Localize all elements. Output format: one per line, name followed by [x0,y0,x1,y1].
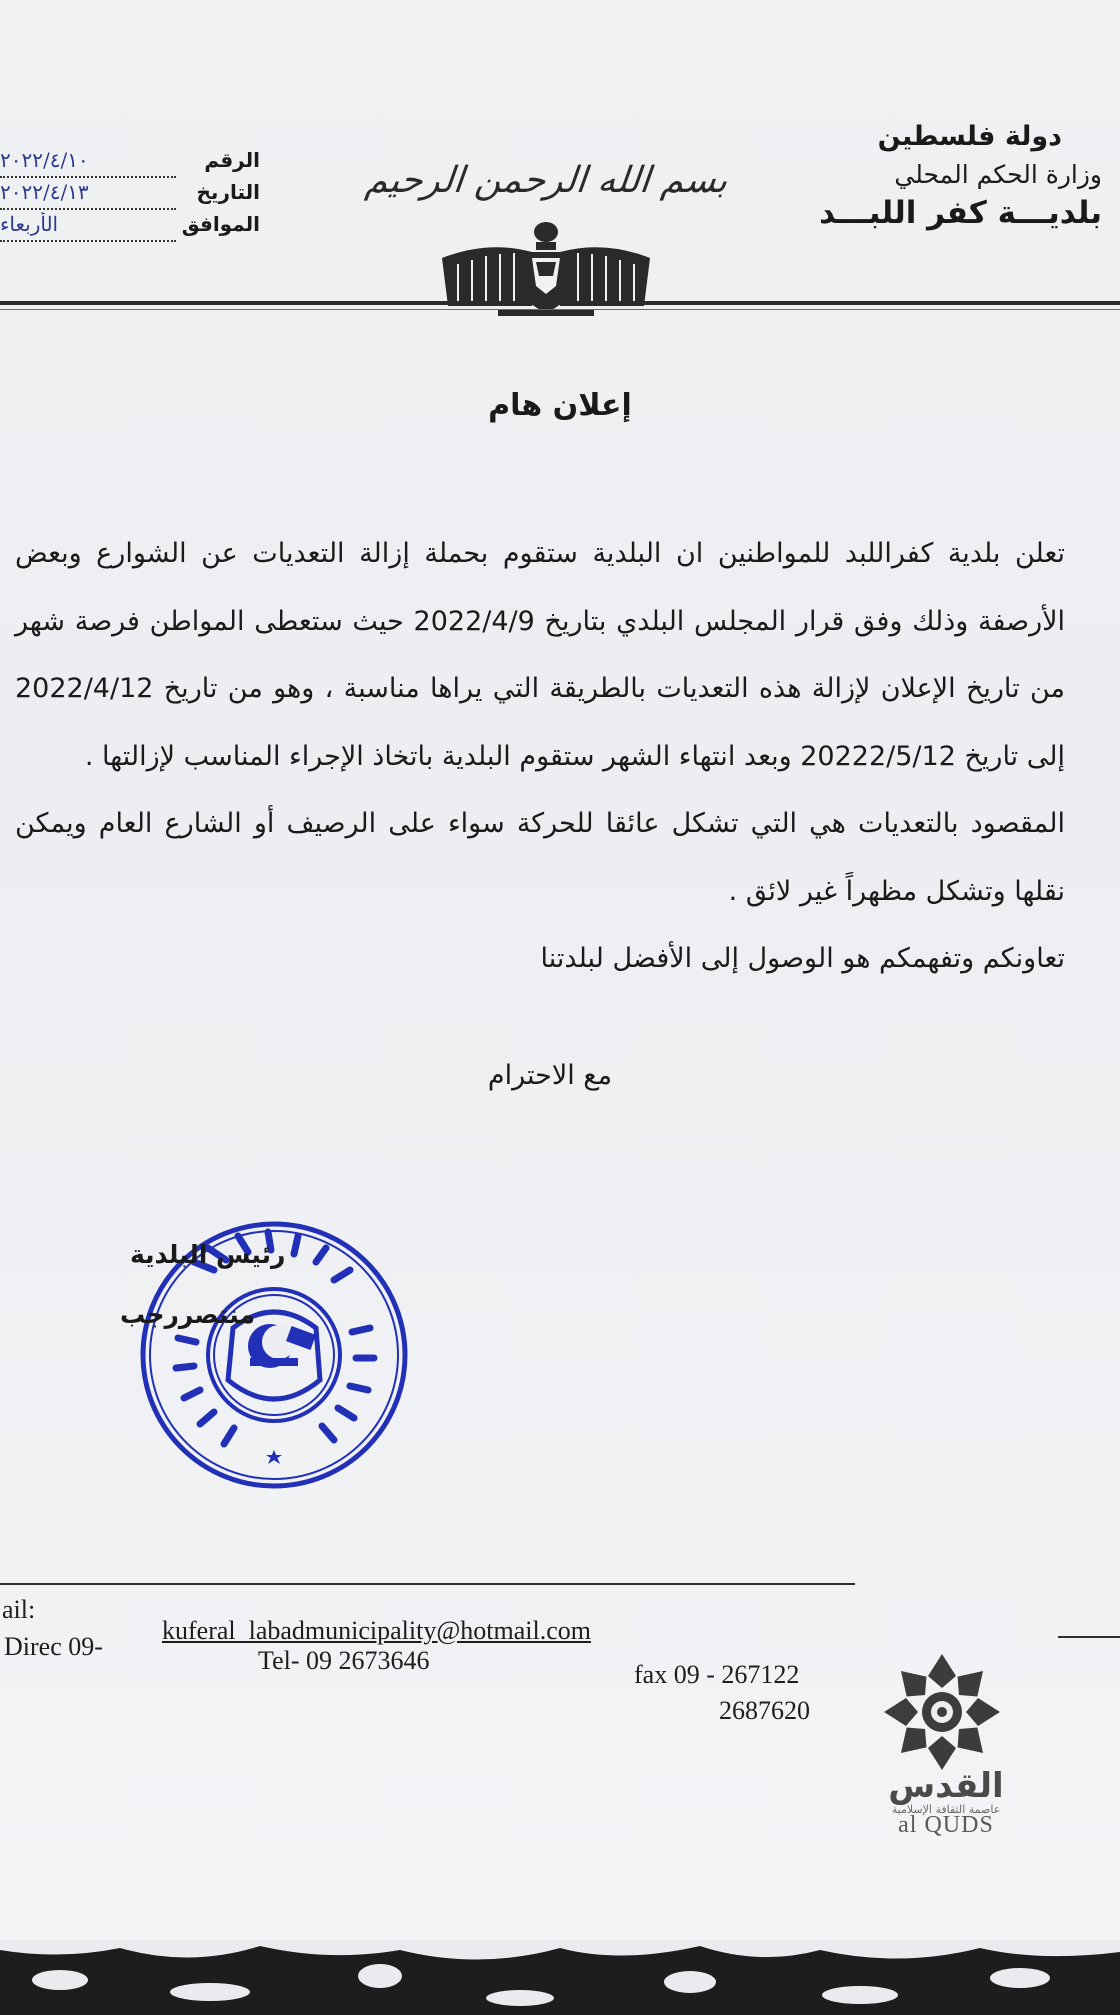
signatory-title: رئيس البلدية [130,1240,286,1269]
ref-number-value: ٢٠٢٢/٤/١٠ [0,148,176,178]
footer-fax-continued: 2687620 [719,1696,810,1725]
notice-paragraph: تعاونكم وتفهمكم هو الوصول إلى الأفضل لبلدتنا [540,943,1065,974]
corresponding-value: الأربعاء [0,212,176,242]
al-quds-arabic-wordmark: القدس [888,1766,1004,1806]
footer-direct-phone: Direc 09- [4,1632,103,1661]
basmala-calligraphy: بسم الله الرحمن الرحيم [363,160,730,201]
corresponding-label: الموافق [181,212,260,236]
notice-body [15,520,1065,993]
signatory-name: منتصررجب [120,1300,255,1329]
footer-fax: fax 09 - 267122 [634,1660,800,1689]
footer-telephone: Tel- 09 2673646 [258,1646,430,1675]
notice-paragraph: تعلن بلدية كفراللبد للمواطنين ان البلدية ستقوم بحملة إزالة التعديات عن الشوارع وبعض الأرصفة وذلك وفق قرار المجلس البلدي بتاريخ 2022/4/9 حيث ستعطى المواطن فرصة شهر من تاريخ الإعلان لإزالة هذه التعديات بالطريقة التي يراها مناسبة ، وهو من تاريخ 2022/4/12 إلى تاريخ 20222/5/12 وبعد انتهاء الشهر ستقوم البلدية باتخاذ الإجراء المناسب لإزالتها . [15,538,1066,772]
municipality-name: بلديـــة كفر اللبـــد [819,195,1102,231]
notice-paragraph: المقصود بالتعديات هي التي تشكل عائقا للحركة سواء على الرصيف أو الشارع العام ويمكن نقلها وتشكل مظهراً غير لائق . [15,808,1065,907]
al-quds-logo-icon [860,1650,1025,1780]
ref-number-row [0,148,270,180]
header-rule-thin [0,309,1120,310]
date-row [0,180,270,212]
date-value: ٢٠٢٢/٤/١٣ [0,180,176,210]
footer-email-link[interactable]: kuferal_labadmunicipality@hotmail.com [162,1616,591,1645]
footer-mail-label: ail: [2,1595,36,1624]
al-quds-subtitle: عاصمة الثقافة الإسلامية [891,1803,1001,1816]
corresponding-row [0,212,270,244]
header-rule-thick [0,301,1120,305]
country-name: دولة فلسطين [877,121,1062,152]
date-label: التاريخ [196,180,260,204]
footer-rule [0,1583,855,1585]
al-quds-english-wordmark: al QUDS [898,1812,994,1838]
footer-rule-right [1058,1636,1120,1638]
ref-number-label: الرقم [204,148,260,172]
letterhead-right [802,118,1102,232]
page-bottom-edge [0,1940,1120,2015]
reference-fields [0,148,270,244]
ministry-name: وزارة الحكم المحلي [894,160,1102,189]
notice-title: إعلان هام [488,388,632,423]
closing-salutation: مع الاحترام [487,1060,613,1091]
